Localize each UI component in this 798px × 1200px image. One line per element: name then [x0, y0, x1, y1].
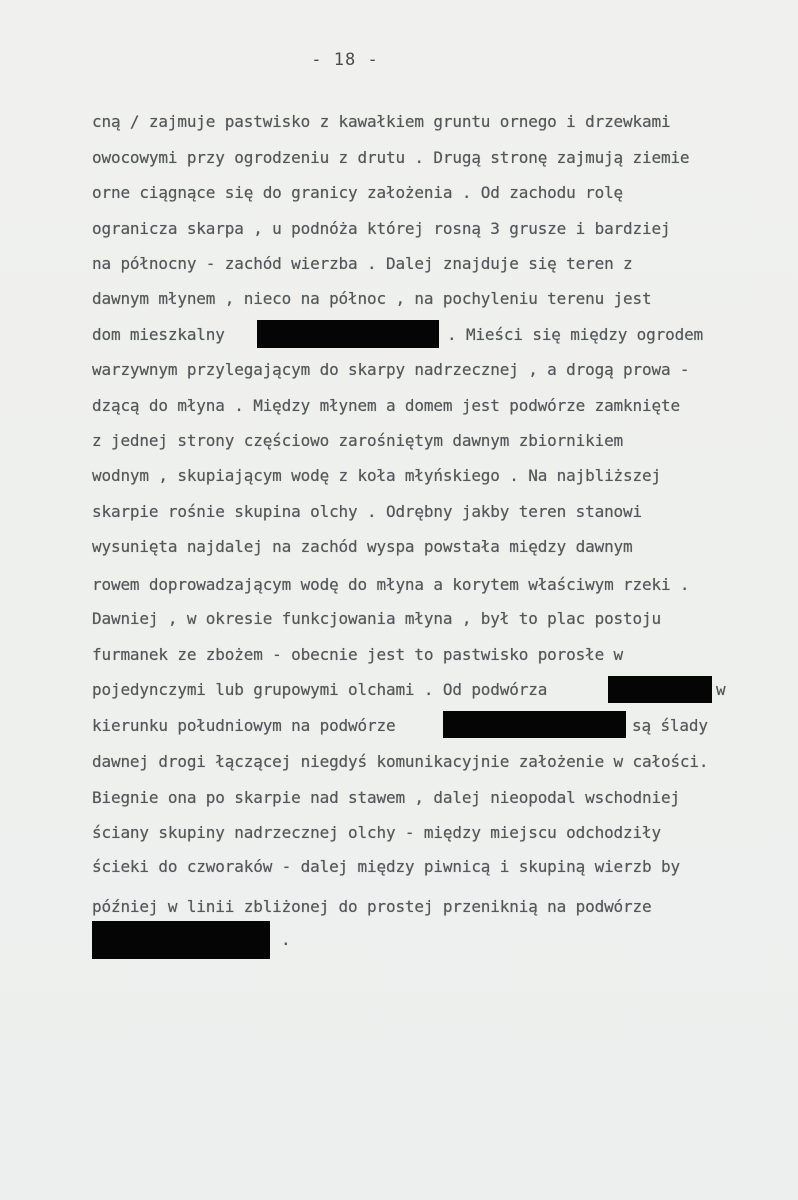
text-line: warzywnym przylegającym do skarpy nadrzecznej , a drogą prowa -	[92, 360, 690, 379]
text-line: .	[281, 930, 291, 949]
text-line: wodnym , skupiającym wodę z koła młyńskiego . Na najbliższej	[92, 466, 661, 485]
redaction-bar	[257, 320, 439, 348]
redaction-bar	[92, 921, 270, 959]
text-line: w	[716, 680, 726, 699]
text-line: dawnej drogi łączącej niegdyś komunikacyjnie założenie w całości.	[92, 752, 709, 771]
redaction-bar	[608, 676, 712, 703]
page-number: - 18 -	[311, 50, 379, 70]
text-line: skarpie rośnie skupina olchy . Odrębny jakby teren stanowi	[92, 502, 643, 521]
text-line: owocowymi przy ogrodzeniu z drutu . Drugą stronę zajmują ziemie	[92, 148, 690, 167]
text-line: wysunięta najdalej na zachód wyspa powstała między dawnym	[92, 537, 633, 556]
text-line: cną / zajmuje pastwisko z kawałkiem gruntu ornego i drzewkami	[92, 112, 671, 131]
text-line: . Mieści się między ogrodem	[447, 325, 704, 344]
redaction-bar	[443, 711, 626, 738]
text-line: kierunku południowym na podwórze	[92, 716, 396, 735]
text-line: dawnym młynem , nieco na północ , na pochyleniu terenu jest	[92, 289, 652, 308]
text-line: są ślady	[632, 716, 708, 735]
text-line: ściany skupiny nadrzecznej olchy - między miejscu odchodziły	[92, 823, 661, 842]
text-line: orne ciągnące się do granicy założenia . Od zachodu rolę	[92, 183, 624, 202]
text-line: później w linii zbliżonej do prostej przeniknią na podwórze	[92, 897, 652, 916]
text-line: Biegnie ona po skarpie nad stawem , dalej nieopodal wschodniej	[92, 788, 680, 807]
text-line: dom mieszkalny	[92, 325, 225, 344]
text-line: furmanek ze zbożem - obecnie jest to pastwisko porosłe w	[92, 645, 624, 664]
text-line: dzącą do młyna . Między młynem a domem jest podwórze zamknięte	[92, 396, 680, 415]
text-line: Dawniej , w okresie funkcjowania młyna , był to plac postoju	[92, 609, 661, 628]
text-line: z jednej strony częściowo zarośniętym dawnym zbiornikiem	[92, 431, 624, 450]
text-line: ścieki do czworaków - dalej między piwnicą i skupiną wierzb by	[92, 857, 680, 876]
text-line: rowem doprowadzającym wodę do młyna a korytem właściwym rzeki .	[92, 575, 690, 594]
text-line: pojedynczymi lub grupowymi olchami . Od podwórza	[92, 680, 548, 699]
text-line: na północny - zachód wierzba . Dalej znajduje się teren z	[92, 254, 633, 273]
text-line: ogranicza skarpa , u podnóża której rosną 3 grusze i bardziej	[92, 219, 671, 238]
